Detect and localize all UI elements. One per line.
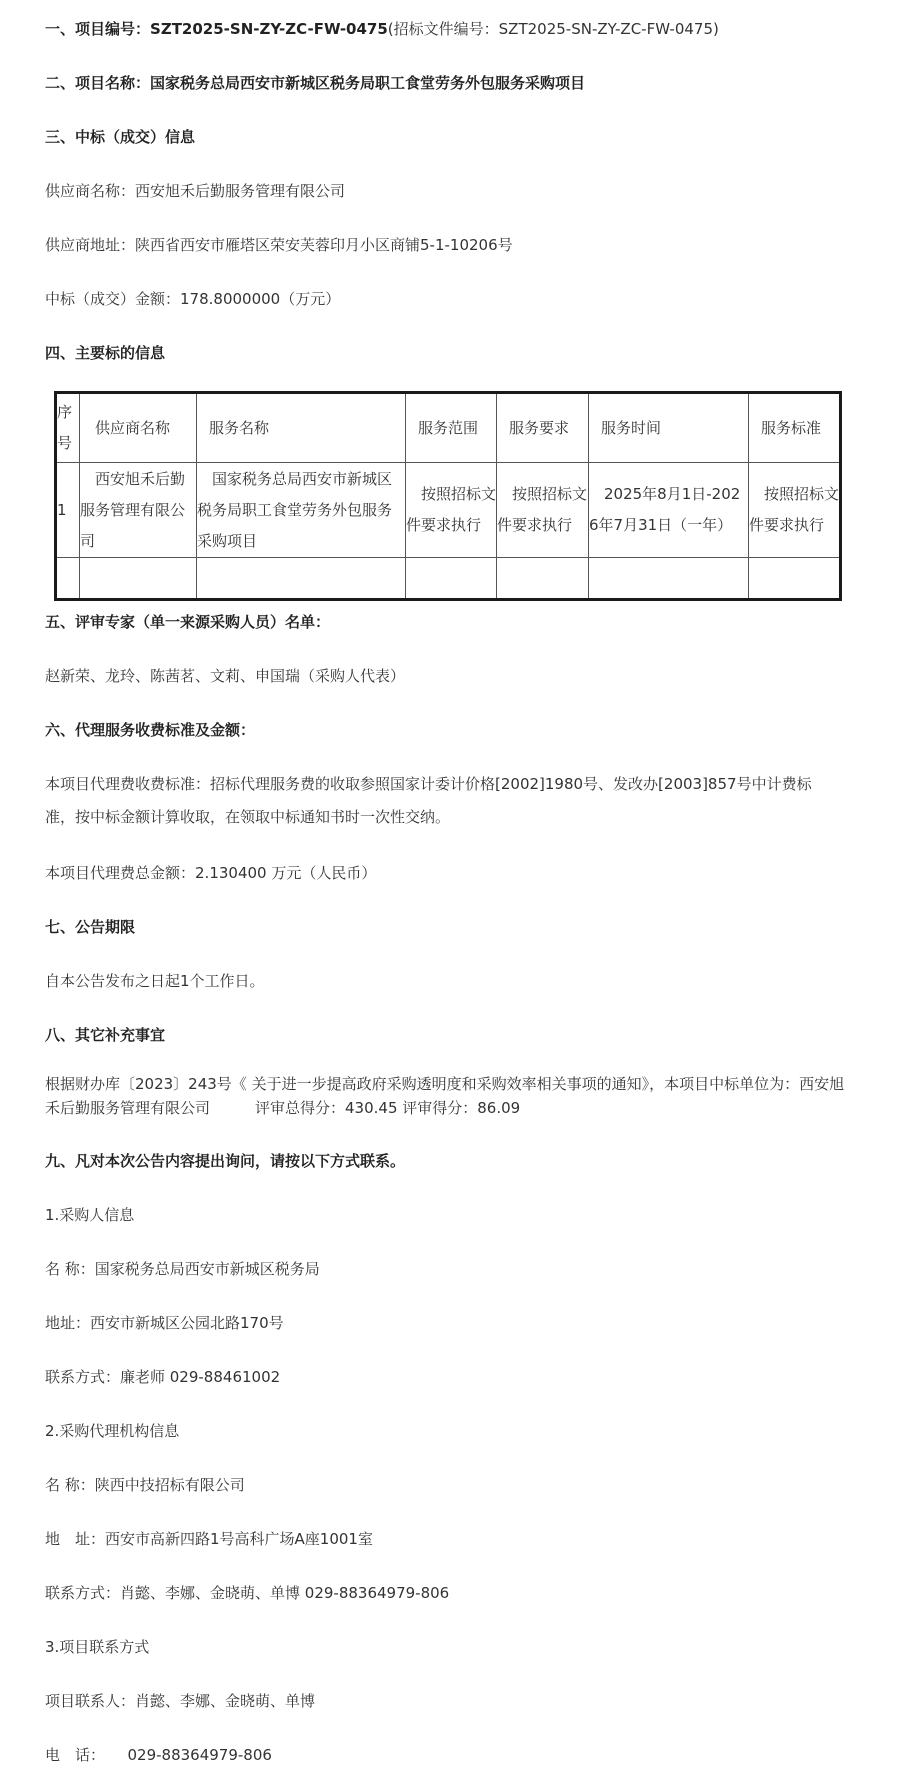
header-cell-requirement: 服务要求 [497,393,589,463]
agency-address: 地 址：西安市高新四路1号高科广场A座1001室 [45,1530,373,1548]
project-name-heading: 二、项目名称：国家税务总局西安市新城区税务局职工食堂劳务外包服务采购项目 [45,74,586,92]
agency-fee-heading: 六、代理服务收费标准及金额： [45,721,256,739]
purchaser-address: 地址：西安市新城区公园北路170号 [45,1314,284,1332]
header-cell-scope: 服务范围 [406,393,497,463]
cell-supplier: 西安旭禾后勤服务管理有限公司 [80,463,197,558]
header-cell-standard: 服务标准 [749,393,841,463]
supplement-text: 根据财办库〔2023〕243号《 关于进一步提高政府采购透明度和采购效率相关事项的通知》，本项目中标单位为：西安旭禾后勤服务管理有限公司 评审总得分：430.45 评审得分：86.09 [45,1075,845,1117]
header-cell-supplier: 供应商名称 [80,393,197,463]
agency-name: 名 称：陕西中技招标有限公司 [45,1476,245,1494]
table-header-row [56,393,841,463]
award-info-heading: 三、中标（成交）信息 [45,128,196,146]
header-cell-service: 服务名称 [197,393,406,463]
cell-scope: 按照招标文件要求执行 [406,463,497,558]
project-contact-title: 3.项目联系方式 [45,1638,150,1656]
tender-number-note: (招标文件编号：SZT2025-SN-ZY-ZC-FW-0475) [387,20,719,38]
supplier-address: 供应商地址：陕西省西安市雁塔区荣安芙蓉印月小区商铺5-1-10206号 [45,236,513,254]
header-cell-time: 服务时间 [589,393,749,463]
project-contact-phone: 电 话： 029-88364979-806 [45,1746,272,1764]
notice-period-text: 自本公告发布之日起1个工作日。 [45,972,265,990]
supplier-name: 供应商名称：西安旭禾后勤服务管理有限公司 [45,182,346,200]
subject-table [54,391,842,601]
project-number-line [45,18,845,40]
contact-heading: 九、凡对本次公告内容提出询问，请按以下方式联系。 [45,1152,406,1170]
project-number-code: SZT2025-SN-ZY-ZC-FW-0475 [150,20,388,38]
agency-fee-total: 本项目代理费总金额：2.130400 万元（人民币） [45,864,377,882]
purchaser-contact: 联系方式：廉老师 029-88461002 [45,1368,281,1386]
project-contact-people: 项目联系人：肖懿、李娜、金晓萌、单博 [45,1692,316,1710]
agency-contact: 联系方式：肖懿、李娜、金晓萌、单博 029-88364979-806 [45,1584,450,1602]
cell-time: 2025年8月1日-2026年7月31日（一年） [589,463,749,558]
cell-service: 国家税务总局西安市新城区税务局职工食堂劳务外包服务采购项目 [197,463,406,558]
experts-names: 赵新荣、龙玲、陈茜茗、文莉、申国瑞（采购人代表） [45,667,406,685]
table-empty-row [56,558,841,600]
header-cell-index: 序号 [56,393,80,463]
cell-index: 1 [56,463,80,558]
purchaser-info-title: 1.采购人信息 [45,1206,135,1224]
table-row [56,463,841,558]
project-number-label: 一、项目编号： [45,20,151,38]
notice-period-heading: 七、公告期限 [45,918,136,936]
experts-heading: 五、评审专家（单一来源采购人员）名单： [45,613,331,631]
cell-standard: 按照招标文件要求执行 [749,463,841,558]
cell-requirement: 按照招标文件要求执行 [497,463,589,558]
main-subject-heading: 四、主要标的信息 [45,344,166,362]
agency-fee-standard: 本项目代理费收费标准：招标代理服务费的收取参照国家计委计价格[2002]1980号、发改办[2003]857号中计费标准，按中标金额计算收取，在领取中标通知书时一次性交纳。 [45,775,812,826]
supplement-heading: 八、其它补充事宜 [45,1026,166,1044]
agency-info-title: 2.采购代理机构信息 [45,1422,180,1440]
purchaser-name: 名 称：国家税务总局西安市新城区税务局 [45,1260,320,1278]
award-amount: 中标（成交）金额：178.8000000（万元） [45,290,341,308]
